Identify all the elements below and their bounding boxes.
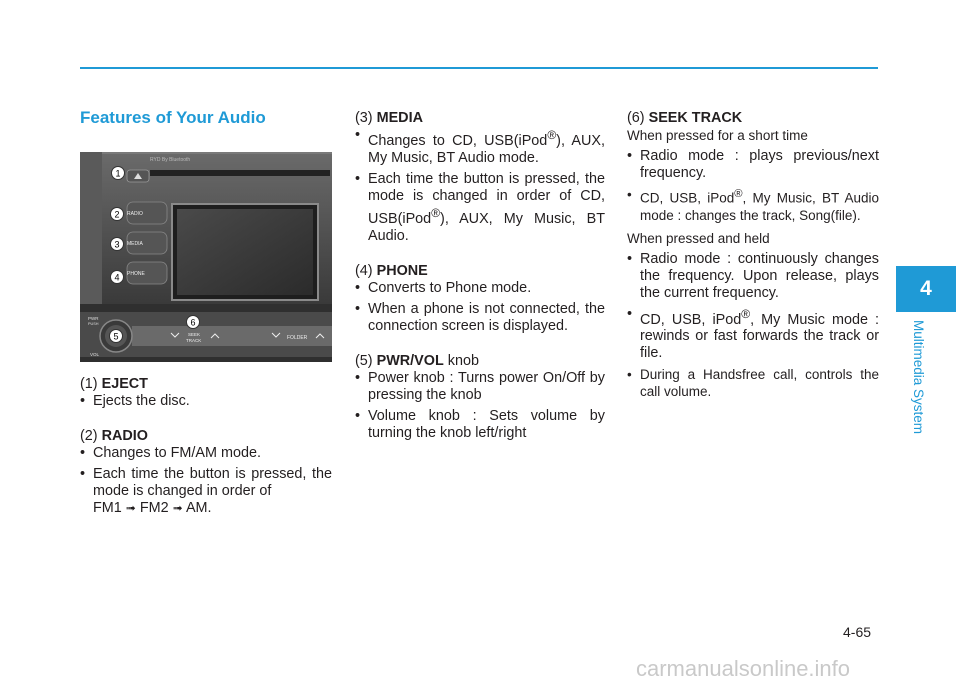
svg-text:6: 6 <box>190 317 196 328</box>
pwr-label: PWR <box>88 316 99 321</box>
list-item: • Changes to FM/AM mode. <box>80 445 332 462</box>
column-right <box>627 110 879 418</box>
media-button-label: MEDIA <box>127 241 143 247</box>
list-item: • CD, USB, iPod®, My Music, BT Audio mode : changes the track, Song(file). <box>627 186 879 224</box>
callout-3 <box>111 238 124 251</box>
seek-label: SEEK <box>188 332 201 337</box>
list-item: • Power knob : Turns power On/Off by pressing the knob <box>355 370 605 404</box>
callout-2 <box>111 208 124 221</box>
chapter-number-tab: 4 <box>896 266 956 312</box>
watermark: carmanualsonline.info <box>636 656 851 681</box>
item-heading-media: (3) MEDIA <box>355 110 423 126</box>
section-title: Features of Your Audio <box>80 108 266 127</box>
when-held-label: When pressed and held <box>627 230 770 246</box>
vol-label: VOL <box>90 352 100 357</box>
callout-5 <box>110 330 123 343</box>
list-item: • Changes to CD, USB(iPod®), AUX, My Music, BT Audio mode. <box>355 127 605 167</box>
list-item: • Radio mode : continuously changes the frequency. Upon release, plays the current frequency. <box>627 251 879 302</box>
item-heading-radio: (2) RADIO <box>80 428 148 444</box>
chapter-title: Multimedia System <box>911 320 926 435</box>
list-item: • Ejects the disc. <box>80 393 332 410</box>
item-heading-phone: (4) PHONE <box>355 262 428 279</box>
list-item: • During a Handsfree call, controls the call volume. <box>627 366 879 400</box>
list-item: • Each time the button is pressed, the mode is changed in order of CD, USB(iPod®), AUX, My Music, BT Audio. <box>355 171 605 245</box>
list-item: • CD, USB, iPod®, My Music mode : rewinds or fast forwards the track or file. <box>627 306 879 363</box>
svg-text:2: 2 <box>114 209 120 220</box>
brand-text: RYD By Bluetooth <box>150 157 191 163</box>
list-item: • Volume knob : Sets volume by turning the knob left/right <box>355 408 605 442</box>
column-left <box>80 376 332 535</box>
arrow-icon: ➟ <box>125 501 136 515</box>
track-label: TRACK <box>186 338 202 343</box>
page-number: 4-65 <box>843 624 872 640</box>
folder-label: FOLDER <box>287 335 308 341</box>
audio-unit-figure <box>80 152 332 362</box>
phone-button-label: PHONE <box>127 271 145 277</box>
list-item: • Converts to Phone mode. <box>355 280 605 297</box>
item-heading-seek-track: (6) SEEK TRACK <box>627 110 743 126</box>
when-pressed-label: When pressed for a short time <box>627 128 808 143</box>
svg-text:3: 3 <box>114 239 120 250</box>
callout-6 <box>187 316 200 329</box>
header-rule <box>80 67 878 69</box>
item-heading-pwr-vol: (5) PWR/VOL knob <box>355 352 479 369</box>
callout-4 <box>111 271 124 284</box>
svg-text:5: 5 <box>113 331 119 342</box>
item-heading-eject: (1) EJECT <box>80 376 148 392</box>
list-item: • Radio mode : plays previous/next frequency. <box>627 148 879 182</box>
radio-button-label: RADIO <box>127 211 143 217</box>
column-middle <box>355 110 605 460</box>
list-item: • When a phone is not connected, the connection screen is displayed. <box>355 301 605 335</box>
push-label: PUSH <box>88 322 99 326</box>
arrow-icon: ➟ <box>172 501 183 515</box>
svg-text:1: 1 <box>115 168 121 179</box>
callout-1 <box>112 167 125 180</box>
svg-text:4: 4 <box>114 272 120 283</box>
list-item: • Each time the button is pressed, the mode is changed in order of FM1 ➟ FM2 ➟ AM. <box>80 466 332 517</box>
